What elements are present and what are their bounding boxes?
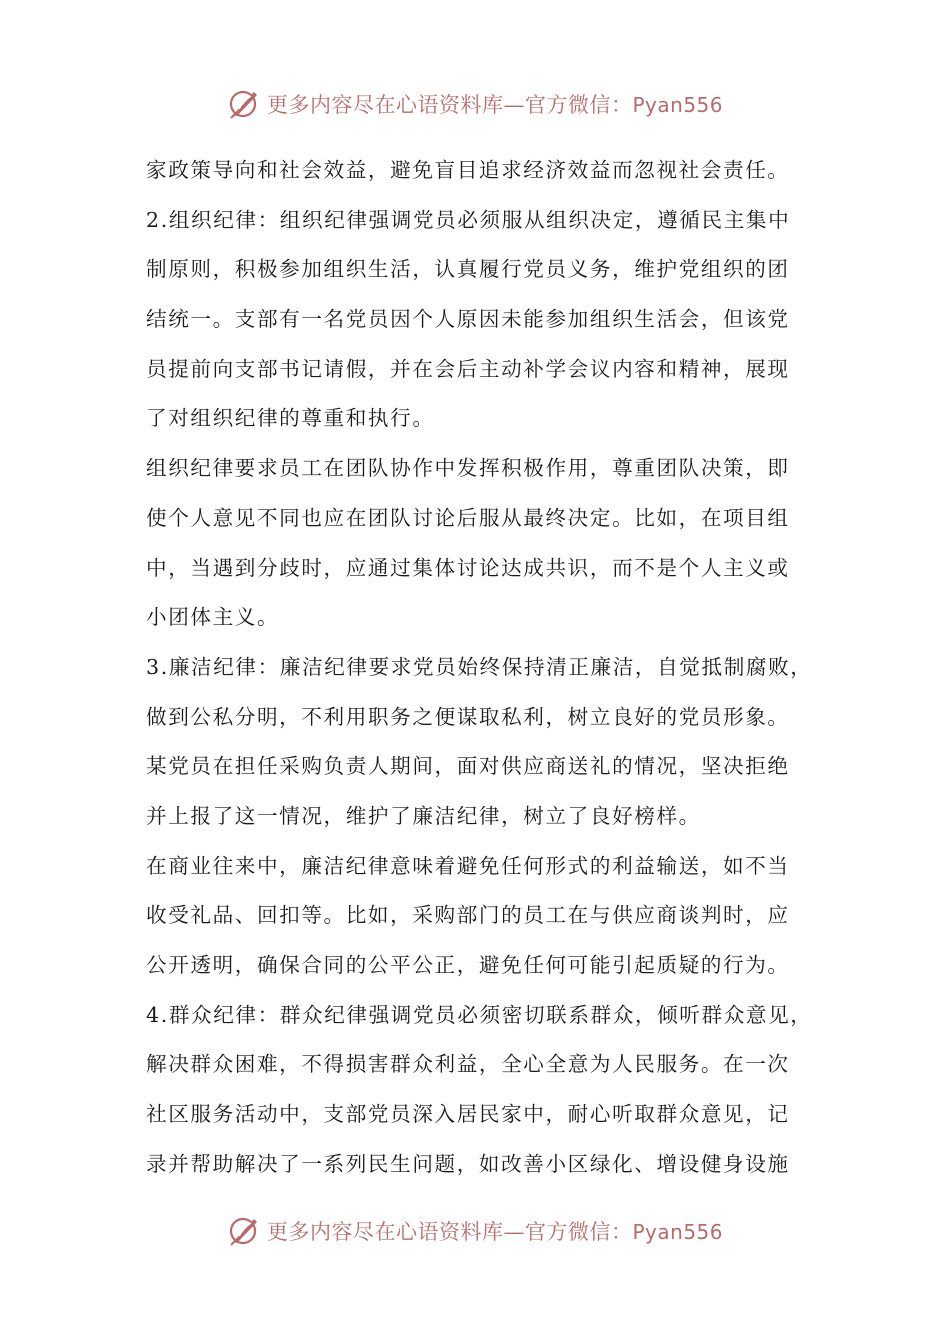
document-body (146, 146, 826, 1189)
text-line: 社区服务活动中，支部党员深入居民家中，耐心听取群众意见，记 (146, 1102, 790, 1127)
paragraph (146, 643, 826, 842)
text-line: 小团体主义。 (146, 605, 280, 630)
text-line: 在商业往来中，廉洁纪律意味着避免任何形式的利益输送，如不当 (146, 853, 790, 878)
text-line: 某党员在担任采购负责人期间，面对供应商送礼的情况，坚决拒绝 (146, 754, 790, 779)
paragraph (146, 196, 826, 444)
quill-pen-logo-icon (227, 87, 261, 121)
text-line: 使个人意见不同也应在团队讨论后服从最终决定。比如，在项目组 (146, 505, 790, 530)
text-line: 3.廉洁纪律：廉洁纪律要求党员始终保持清正廉洁，自觉抵制腐败， (146, 654, 813, 679)
text-line: 录并帮助解决了一系列民生问题，如改善小区绿化、增设健身设施 (146, 1151, 790, 1176)
text-line: 组织纪律要求员工在团队协作中发挥积极作用，尊重团队决策，即 (146, 456, 790, 481)
text-line: 家政策导向和社会效益，避免盲目追求经济效益而忽视社会责任。 (146, 158, 790, 182)
paragraph (146, 444, 826, 643)
text-line: 收受礼品、回扣等。比如，采购部门的员工在与供应商谈判时，应 (146, 903, 790, 928)
text-line: 解决群众困难，不得损害群众利益，全心全意为人民服务。在一次 (146, 1052, 790, 1077)
paragraph (146, 146, 826, 196)
paragraph (146, 842, 826, 991)
text-line: 做到公私分明，不利用职务之便谋取私利，树立良好的党员形象。 (146, 704, 790, 729)
text-line: 2.组织纪律：组织纪律强调党员必须服从组织决定，遵循民主集中 (146, 207, 791, 232)
text-line: 中，当遇到分歧时，应通过集体讨论达成共识，而不是个人主义或 (146, 555, 790, 580)
paragraph (146, 991, 826, 1190)
watermark-banner-bottom (0, 1211, 950, 1251)
text-line: 员提前向支部书记请假，并在会后主动补学会议内容和精神，展现 (146, 356, 790, 381)
text-line: 并上报了这一情况，维护了廉洁纪律，树立了良好榜样。 (146, 803, 701, 828)
text-line: 制原则，积极参加组织生活，认真履行党员义务，维护党组织的团 (146, 257, 790, 282)
watermark-text: 更多内容尽在心语资料库—官方微信：Pyan556 (266, 93, 723, 117)
text-line: 了对组织纪律的尊重和执行。 (146, 406, 435, 431)
text-line: 4.群众纪律：群众纪律强调党员必须密切联系群众，倾听群众意见， (146, 1002, 813, 1027)
watermark-banner-top (0, 84, 950, 124)
watermark-text: 更多内容尽在心语资料库—官方微信：Pyan556 (266, 1220, 723, 1244)
quill-pen-logo-icon (227, 1214, 261, 1248)
text-line: 公开透明，确保合同的公平公正，避免任何可能引起质疑的行为。 (146, 953, 790, 977)
text-line: 结统一。支部有一名党员因个人原因未能参加组织生活会，但该党 (146, 307, 790, 332)
